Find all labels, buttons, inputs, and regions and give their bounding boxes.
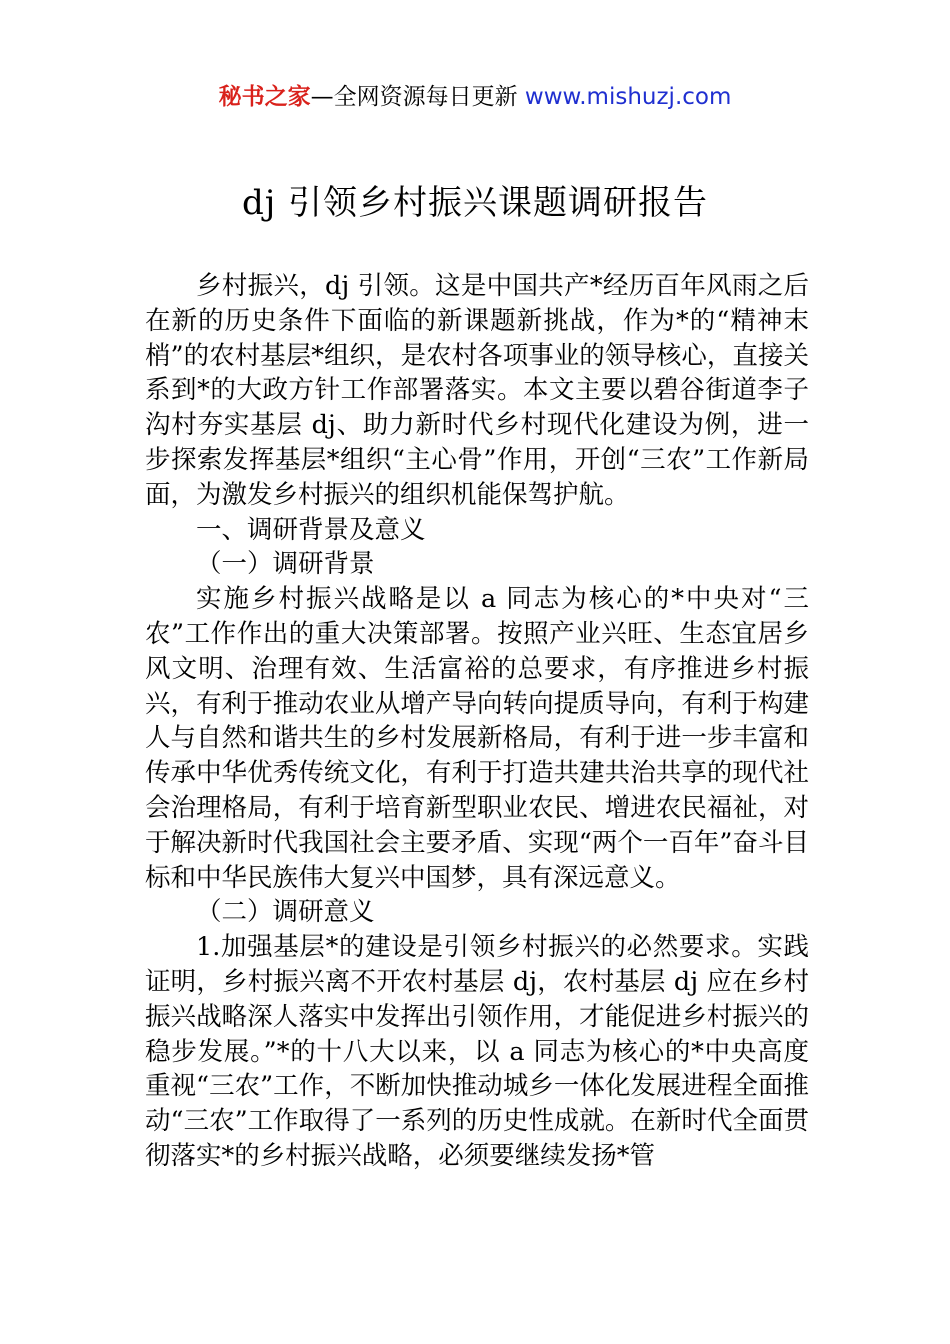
site-tagline: —全网资源每日更新 xyxy=(310,84,525,110)
significance-paragraph: 1.加强基层*的建设是引领乡村振兴的必然要求。实践证明，乡村振兴离不开农村基层 dj，农村基层 dj 应在乡村振兴战略深人落实中发挥出引领作用，才能促进乡村振兴的稳步发展。”*的十八大以来，以 a 同志为核心的*中央高度重视“三农”工作，不断加快推动城乡一体化发展进程全面推动“三农”工作取得了一系列的历史性成就。在新时代全面贯彻落实*的乡村振兴战略，必须要继续发扬*管 xyxy=(145,932,809,1171)
subsection-heading-background: （一）调研背景 xyxy=(196,549,375,580)
subsection-heading-significance: （二）调研意义 xyxy=(196,897,375,928)
section-heading-1: 一、调研背景及意义 xyxy=(196,514,426,545)
site-header xyxy=(0,82,950,112)
intro-paragraph: 乡村振兴，dj 引领。这是中国共产*经历百年风雨之后在新的历史条件下面临的新课题新挑战，作为*的“精神末梢”的农村基层*组织，是农村各项事业的领导核心，直接关系到*的大政方针工作部署落实。本文主要以碧谷街道李子沟村夯实基层 dj、助力新时代乡村现代化建设为例，进一步探索发挥基层*组织“主心骨”作用，开创“三农”工作新局面，为激发乡村振兴的组织机能保驾护航。 xyxy=(145,271,809,510)
document-body xyxy=(145,269,809,1174)
background-paragraph: 实施乡村振兴战略是以 a 同志为核心的*中央对“三农”工作作出的重大决策部署。按照产业兴旺、生态宜居乡风文明、治理有效、生活富裕的总要求，有序推进乡村振兴，有利于推动农业从增产导向转向提质导向，有利于构建人与自然和谐共生的乡村发展新格局，有利于进一步丰富和传承中华优秀传统文化，有利于打造共建共治共享的现代社会治理格局，有利于培育新型职业农民、增进农民福祉，对于解决新时代我国社会主要矛盾、实现“两个一百年”奋斗目标和中华民族伟大复兴中国梦，具有深远意义。 xyxy=(145,584,809,893)
document-title: dj 引领乡村振兴课题调研报告 xyxy=(241,183,709,223)
site-brand: 秘书之家 xyxy=(218,84,311,110)
site-url-link[interactable]: www.mishuzj.com xyxy=(524,84,732,110)
